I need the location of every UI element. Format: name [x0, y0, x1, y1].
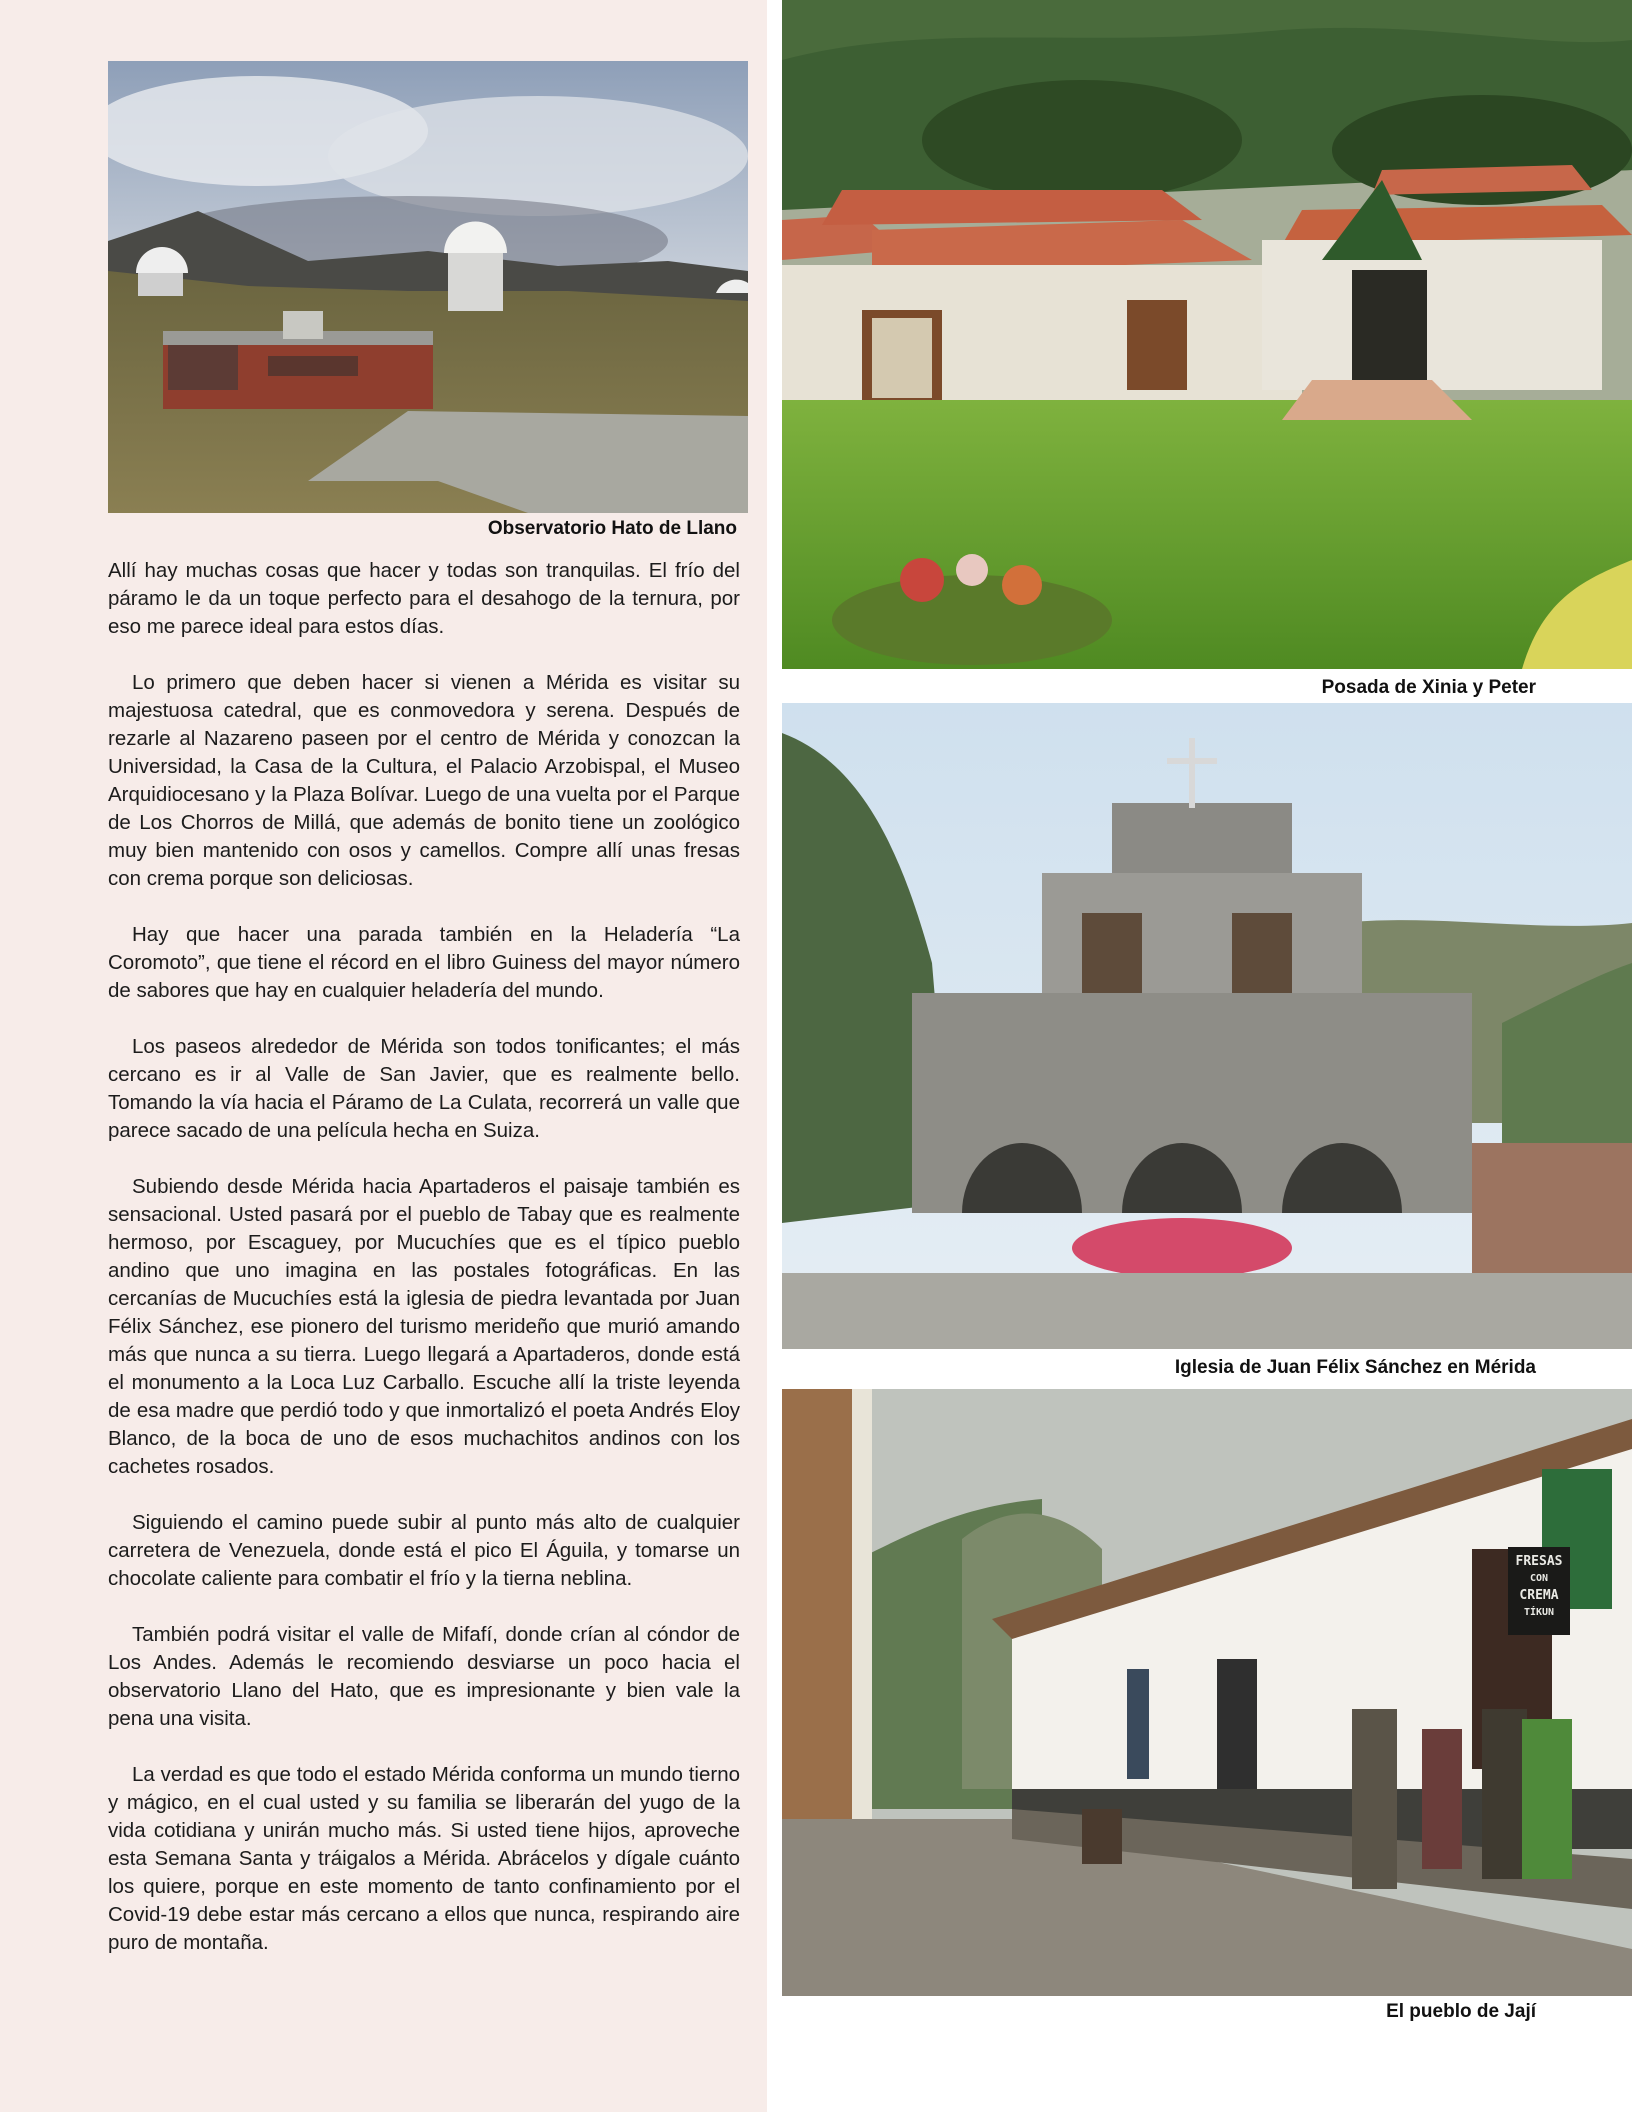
- observatorio-caption: Observatorio Hato de Llano: [487, 518, 737, 539]
- jaji-photo: [782, 1389, 1632, 1996]
- posada-photo: [782, 0, 1632, 669]
- posada-caption: Posada de Xinia y Peter: [1321, 677, 1536, 698]
- observatorio-photo: [108, 61, 748, 513]
- fresas-sign: [1508, 1547, 1570, 1635]
- sign-line-3: CREMA: [1519, 1588, 1559, 1603]
- sign-line-2: CON: [1529, 1573, 1549, 1584]
- iglesia-caption: Iglesia de Juan Félix Sánchez en Mérida: [1174, 1357, 1536, 1378]
- article-body: [108, 557, 740, 1985]
- paragraph-8: La verdad es que todo el estado Mérida conforma un mundo tierno y mágico, en el cual usted y su familia se liberarán del yugo de la vida cotidiana y unirán mucho más. Si usted tiene hijos, aproveche esta Semana Santa y tráigalos a Mérida. Abrácelos y dígale cuánto los quiere, porque en este momento de tanto confinamiento por el Covid-19 debe estar más cercano a ellos que nunca, respirando aire puro de montaña.: [108, 1763, 740, 1954]
- iglesia-photo: [782, 703, 1632, 1349]
- paragraph-3: Hay que hacer una parada también en la Heladería “La Coromoto”, que tiene el récord en el libro Guiness del mayor número de sabores que hay en cualquier heladería del mundo.: [108, 923, 740, 1002]
- sign-line-4: TÍKUN: [1523, 1607, 1555, 1618]
- paragraph-2: Lo primero que deben hacer si vienen a Mérida es visitar su majestuosa catedral, que es conmovedora y serena. Después de rezarle al Nazareno paseen por el centro de Mérida y conozcan la Universidad, la Casa de la Cultura, el Palacio Arzobispal, el Museo Arquidiocesano y la Plaza Bolívar. Luego de una vuelta por el Parque de Los Chorros de Millá, que además de bonito tiene un zoológico muy bien mantenido con osos y camellos. Compre allí unas fresas con crema porque son deliciosas.: [108, 671, 740, 890]
- paragraph-6: Siguiendo el camino puede subir al punto más alto de cualquier carretera de Venezuela, donde está el pico El Águila, y tomarse un chocolate caliente para combatir el frío y la tierna neblina.: [108, 1511, 740, 1590]
- paragraph-1: Allí hay muchas cosas que hacer y todas son tranquilas. El frío del páramo le da un toque perfecto para el desahogo de la ternura, por eso me parece ideal para estos días.: [108, 559, 740, 638]
- paragraph-4: Los paseos alrededor de Mérida son todos tonificantes; el más cercano es ir al Valle de San Javier, que es realmente bello. Tomando la vía hacia el Páramo de La Culata, recorrerá un valle que parece sacado de una película hecha en Suiza.: [108, 1035, 740, 1142]
- jaji-caption: El pueblo de Jají: [1386, 2001, 1536, 2022]
- sign-line-1: FRESAS: [1515, 1554, 1563, 1569]
- paragraph-7: También podrá visitar el valle de Mifafí, donde crían al cóndor de Los Andes. Además le recomiendo desviarse un poco hacia el observatorio Llano del Hato, que es impresionante y bien vale la pena una visita.: [108, 1623, 740, 1730]
- paragraph-5: Subiendo desde Mérida hacia Apartaderos el paisaje también es sensacional. Usted pasará por el pueblo de Tabay que es realmente hermoso, por Escaguey, por Mucuchíes que es el típico pueblo andino que uno imagina en las postales fotográficas. En las cercanías de Mucuchíes está la iglesia de piedra levantada por Juan Félix Sánchez, ese pionero del turismo merideño que murió amando más que nunca a su tierra. Luego llegará a Apartaderos, donde está el monumento a la Loca Luz Carballo. Escuche allí la triste leyenda de esa madre que perdió todo y que inmortalizó el poeta Andrés Eloy Blanco, de la boca de uno de esos muchachitos andinos con los cachetes rosados.: [108, 1175, 740, 1478]
